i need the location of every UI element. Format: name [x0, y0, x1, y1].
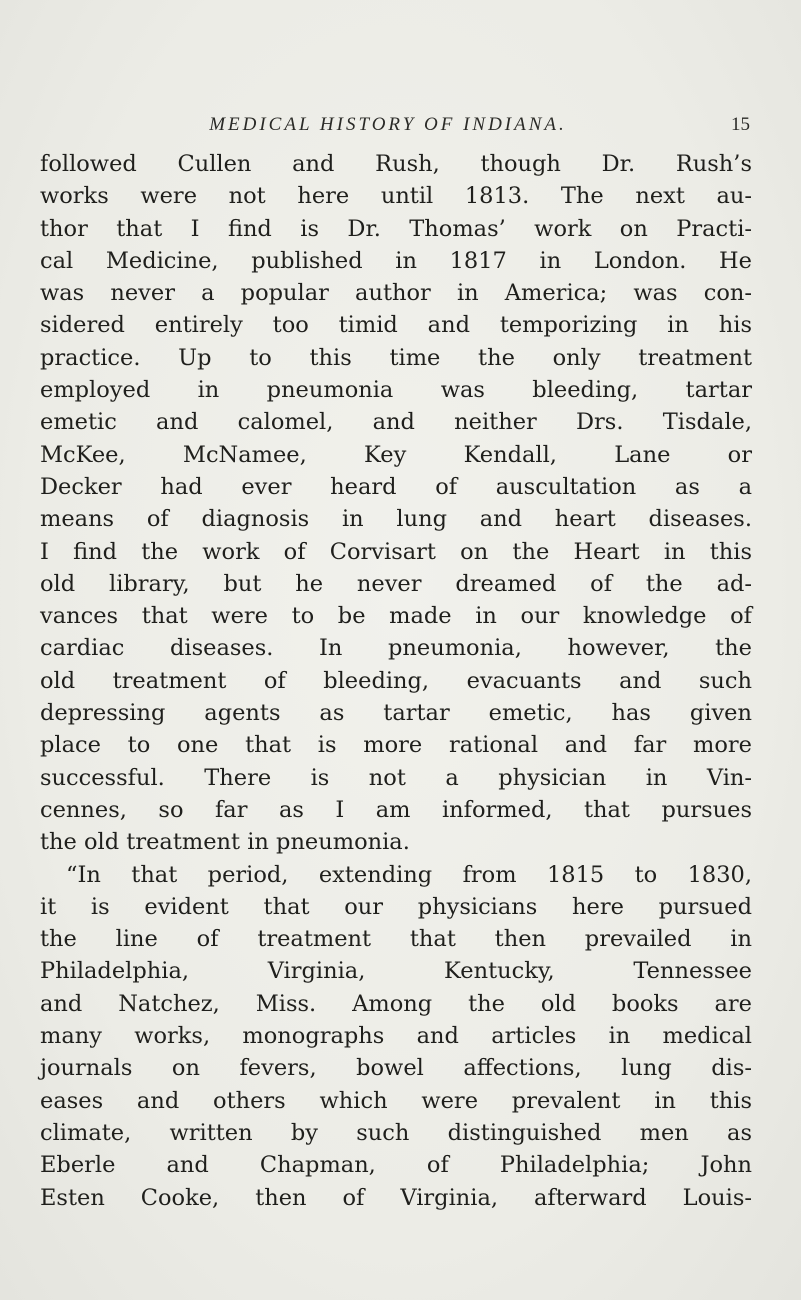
text-line: old treatment of bleeding, evacuants and such: [40, 667, 752, 694]
text-line: cal Medicine, published in 1817 in London. He: [40, 247, 752, 274]
text-line: Eberle and Chapman, of Philadelphia; John: [40, 1152, 752, 1179]
running-header: [60, 114, 756, 144]
text-line: cennes, so far as I am informed, that pursues: [40, 796, 752, 823]
text-line: successful. There is not a physician in Vin-: [40, 764, 752, 791]
text-line: journals on fevers, bowel affections, lung dis-: [40, 1055, 752, 1082]
page-number: 15: [731, 114, 750, 135]
text-line: Esten Cooke, then of Virginia, afterward Louis-: [40, 1184, 752, 1211]
text-line: was never a popular author in America; was con-: [40, 280, 752, 307]
text-line: followed Cullen and Rush, though Dr. Rush’s: [40, 151, 752, 177]
text-line: vances that were to be made in our knowledge of: [40, 603, 752, 630]
text-line: “In that period, extending from 1815 to 1830,: [66, 861, 752, 888]
text-line: practice. Up to this time the only treatment: [40, 344, 752, 371]
text-line: cardiac diseases. In pneumonia, however, the: [40, 635, 752, 662]
text-line: sidered entirely too timid and temporizing in his: [40, 312, 752, 339]
running-title: MEDICAL HISTORY OF INDIANA.: [209, 114, 567, 135]
text-line: employed in pneumonia was bleeding, tartar: [40, 377, 752, 404]
text-line: thor that I find is Dr. Thomas’ work on Practi-: [40, 215, 752, 242]
text-line: McKee, McNamee, Key Kendall, Lane or: [40, 441, 752, 468]
text-line: emetic and calomel, and neither Drs. Tisdale,: [40, 409, 752, 436]
text-line: works were not here until 1813. The next au-: [40, 183, 752, 210]
text-line: Philadelphia, Virginia, Kentucky, Tennessee: [40, 958, 752, 985]
text-line: old library, but he never dreamed of the ad-: [40, 570, 752, 597]
text-line: means of diagnosis in lung and heart diseases.: [40, 506, 752, 533]
text-line: the line of treatment that then prevailed in: [40, 926, 752, 953]
text-line: the old treatment in pneumonia.: [40, 829, 410, 856]
text-line: Decker had ever heard of auscultation as a: [40, 473, 752, 500]
text-line: and Natchez, Miss. Among the old books are: [40, 990, 752, 1017]
text-line: many works, monographs and articles in medical: [40, 1023, 752, 1050]
body-text: [40, 148, 752, 1214]
text-line: it is evident that our physicians here pursued: [40, 893, 752, 920]
text-line: I find the work of Corvisart on the Heart in this: [40, 538, 752, 565]
text-line: depressing agents as tartar emetic, has given: [40, 700, 752, 727]
text-line: place to one that is more rational and far more: [40, 732, 752, 759]
text-line: climate, written by such distinguished men as: [40, 1119, 752, 1146]
text-line: eases and others which were prevalent in this: [40, 1087, 752, 1114]
